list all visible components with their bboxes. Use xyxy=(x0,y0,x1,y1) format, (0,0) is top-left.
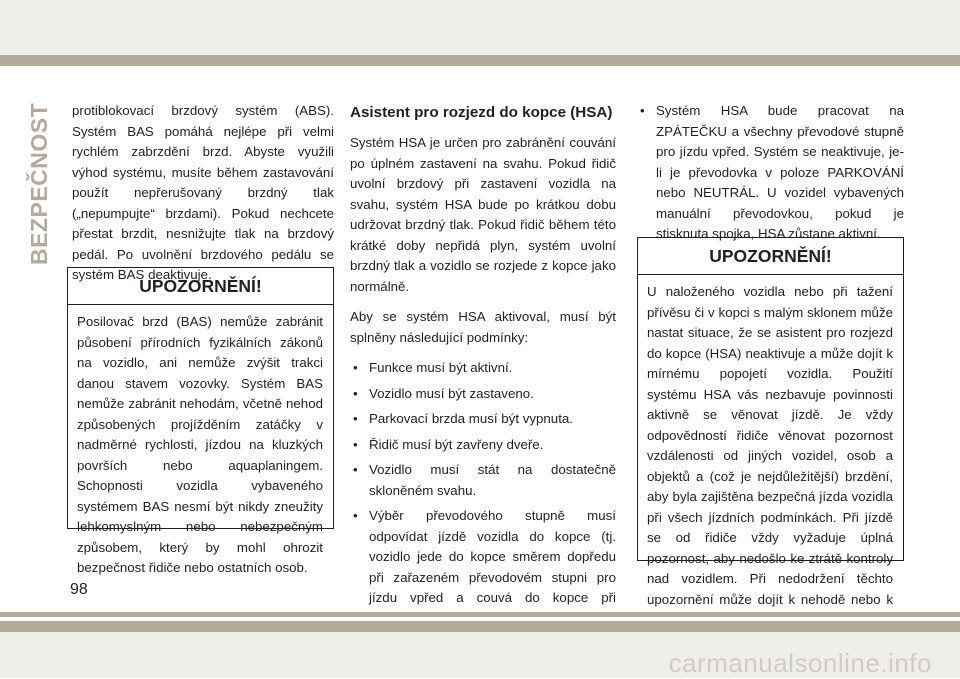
list-item: • Výběr převodového stupně musí odpovídat jízdě vozidla do kopce (tj. vozidlo jede do kopce směrem dopředu při zařazeném převodovém stupni pro jízdu vpřed a couvá do kopce při xyxy=(353,508,616,605)
bottom-stripe xyxy=(0,612,960,632)
warning-title: UPOZORNĚNÍ! xyxy=(638,238,903,275)
warning-title: UPOZORNĚNÍ! xyxy=(68,268,333,305)
bullet-icon: • xyxy=(353,436,358,452)
column-right xyxy=(637,101,904,245)
bullet-icon: • xyxy=(353,385,358,401)
conditions-intro: Aby se systém HSA aktivoval, musí být splněny následující podmínky: xyxy=(350,309,616,345)
bullet-icon: • xyxy=(353,462,358,477)
warning-text: U naloženého vozidla nebo při tažení přívěsu či v kopci s malým sklonem může nastat situace, že se asistent pro rozjezd do kopce (HSA) neaktivuje a může dojít k mírnému popojetí vozidla. Použití systému HSA vás nezbavuje povinnosti aktivně se věnovat jízdě. Je vždy odpovědností řidiče věnovat pozornost vzdálenosti od jiných vozidel, osob a objektů a (což je nejdůležitější) brzdění, aby byla zajištěna bezpečná jízda vozidla při všech jízdních podmínkách. Při jízdě se od řidiče vždy vyžaduje úplná pozornost, aby nedošlo ke ztrátě kontroly nad vozidlem. Při nedodržení těchto upozornění může dojít k nehodě nebo k xyxy=(647,284,893,607)
list-item: • Řidič musí být zavřeny dveře. xyxy=(350,435,616,456)
hsa-notes-list xyxy=(637,101,904,245)
list-item: • Systém HSA bude pracovat na ZPÁTEČKU a všechny převodové stupně pro jízdu vpřed. Systém se neaktivuje, je-li je převodovka v poloze PARKOVÁNÍ nebo NEUTRÁL. U vozidel vybavených manuální převodovkou, pokud je stisknuta spojka, HSA zůstane aktivní. xyxy=(640,103,904,241)
column-middle xyxy=(350,103,616,655)
section-heading: Asistent pro rozjezd do kopce (HSA) xyxy=(350,104,613,121)
bullet-icon: • xyxy=(353,508,358,523)
list-item: • Parkovací brzda musí být vypnuta. xyxy=(350,409,616,430)
list-item: • Vozidlo musí být zastaveno. xyxy=(350,384,616,405)
page-number: 98 xyxy=(70,581,88,598)
bottom-stripe-gap xyxy=(0,617,960,621)
warning-box-bas xyxy=(67,267,334,575)
top-banner xyxy=(0,0,960,55)
warning-box-hsa xyxy=(637,237,904,607)
watermark-text: carmanualsonline.info xyxy=(668,648,932,678)
bullet-icon: • xyxy=(640,103,645,118)
hsa-paragraph: Systém HSA je určen pro zabránění couvání po úplném zastavení na svahu. Pokud řidič uvolní brzdový při zastavení vozidla na svahu, systém HSA bude po krátkou dobu udržovat brzdný tlak. Pokud řidič během této krátké doby nepřidá plyn, systém uvolní brzdný tlak a vozidlo se rozjede z kopce jako normálně. xyxy=(350,135,616,294)
top-stripe xyxy=(0,55,960,66)
list-item: • Funkce musí být aktivní. xyxy=(350,358,616,379)
warning-text: Posilovač brzd (BAS) nemůže zabránit působení přírodních fyzikálních zákonů na vozidlo, ani nemůže zvýšit trakci danou stavem vozovky. Systém BAS nemůže zabránit nehodám, včetně nehod způsobených projížděním zatáčky v nadměrné rychlosti, jízdou na kluzkých površích nebo aquaplaningem. Schopnosti vozidla vybaveného systémem BAS nesmí být nikdy zneužity lehkomyslným nebo nebezpečným způsobem, který by mohl ohrozit bezpečnost řidiče nebo ostatních osob. xyxy=(77,314,323,575)
bullet-icon: • xyxy=(353,360,358,375)
list-item: • Vozidlo musí stát na dostatečně skloněném svahu. xyxy=(353,462,616,498)
bullet-icon: • xyxy=(353,411,358,426)
bas-paragraph: protiblokovací brzdový systém (ABS). Systém BAS pomáhá nejlépe při velmi rychlém zabrzdění brzd. Abyste využili výhod systému, musíte během zastavování použít nepřerušovaný brzdný tlak („nepumpujte“ brzdami). Pokud nechcete přestat brzdit, nesnižujte tlak na brzdový pedál. Po uvolnění brzdového pedálu se systém BAS deaktivuje. xyxy=(72,103,334,282)
conditions-list xyxy=(350,358,616,650)
section-side-label: BEZPEČNOST xyxy=(26,102,52,265)
